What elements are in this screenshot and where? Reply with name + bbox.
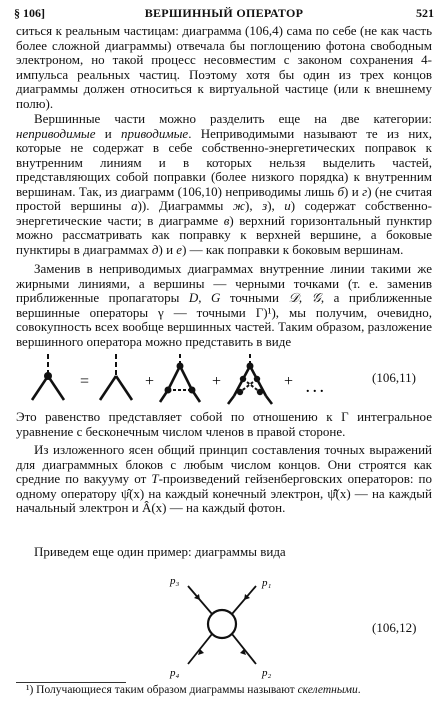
crossed-vertex-diagram (228, 354, 272, 404)
vertex-expansion-diagram (28, 352, 418, 412)
equals-sign: = (80, 373, 90, 390)
running-header (14, 6, 434, 24)
footnote: ¹) Получающиеся таким образом диаграммы называют скелетными. (26, 684, 361, 696)
paragraph-6: Приведем еще один пример: диаграммы вида (34, 544, 286, 559)
triangle-vertex-diagram (160, 354, 200, 402)
running-title: ВЕРШИННЫЙ ОПЕРАТОР (144, 6, 304, 20)
paragraph-4: Это равенство представляет собой по отношению к Γ интегральное уравнение с бесконечным числом членов в правой стороне. (16, 409, 432, 439)
paragraph-3: Заменив в неприводимых диаграммах внутренние линии такими же жирными линиями, а вершины — черными точками (т. е. заменив приближенные пропагаторы D, G точными 𝒟, 𝒢, а приближенные вершинные операторы γ — точными Γ)¹), мы получим, очевидно, совокупность всех вообще вершинных частей. Таким образом, разложение вершинного оператора можно представить в виде (16, 261, 433, 349)
page-number: 521 (416, 6, 434, 20)
simple-vertex-diagram (100, 354, 132, 400)
label-p4: p₄ (170, 667, 180, 679)
plus-sign: + (212, 373, 222, 390)
paragraph-5: Из изложенного ясен общий принцип составления точных выражений для диаграммных блоков с любым числом концов. Они строятся как средние по вакууму от T-произведений гейзенберговских операторов: по одному оператору ψ̂(x) на каждый конечный электрон, ψ̄̂(x) — на каждый начальный электрон и Â(x) — на каждый фотон. (16, 442, 433, 515)
label-p1: p₁ (262, 577, 272, 589)
plus-sign: + (284, 373, 294, 390)
label-p2: p₂ (262, 667, 272, 679)
section-number: § 106] (14, 6, 45, 20)
ellipsis: . . . (306, 381, 324, 396)
equation-number-106-11: (106,11) (372, 370, 416, 385)
plus-sign: + (145, 373, 155, 390)
four-leg-block-diagram (160, 572, 290, 680)
footnote-rule (16, 682, 126, 683)
label-p3: p₃ (170, 575, 180, 587)
exact-vertex-diagram (32, 354, 64, 400)
paragraph-1: ситься к реальным частицам: диаграмма (106,4) сама по себе (не как часть более сложной диаграммы) отвечала бы поглощению фотона свободным электроном, но такой процесс несовместим с законом сохранения 4-импульса реальных частиц. Поэтому хотя бы один из трех концов диаграммы должен относиться к виртуальной частице (или к внешнему полю). (16, 23, 432, 111)
paragraph-2: Вершинные части можно разделить еще на две категории: неприводимые и приводимые. Неприводимыми называют те из них, которые не содержат в себе собственно-энергетических поправок к внутренним линиям и в которых нельзя выделить частей, представляющих собой поправки (более низкого порядка) к внутренним вершинам. Так, из диаграмм (106,10) неприводимы лишь б) и г) (не считая простой вершины а)). Диаграммы ж), з), и) содержат собственно-энергетические части; в диаграмме в) верхний горизонтальный пунктир можно рассматривать как поправку к верхней вершине, а боковые пунктиры в диаграммах д) и е) — как поправки к боковым вершинам. (16, 111, 433, 257)
equation-number-106-12: (106,12) (372, 620, 417, 635)
